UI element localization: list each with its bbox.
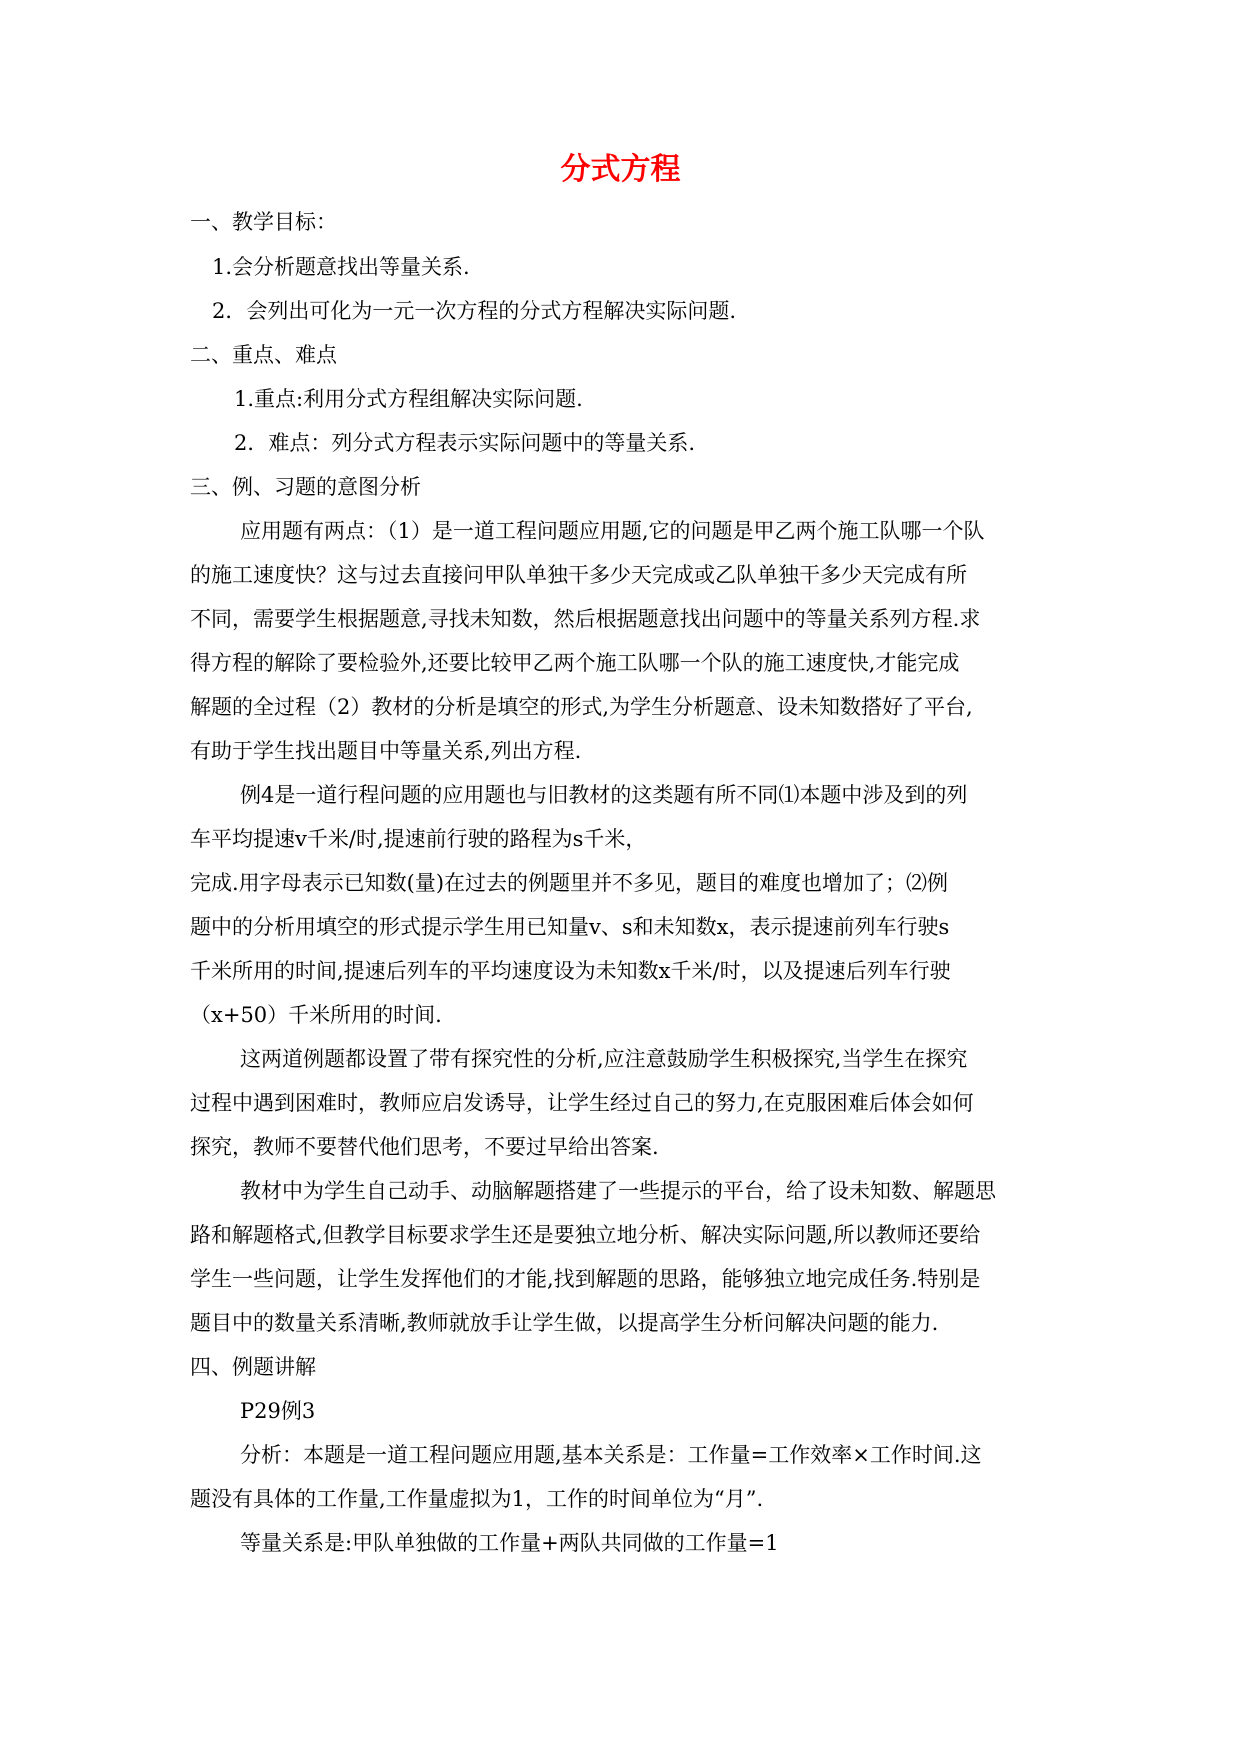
paragraph-line: 完成.用字母表示已知数(量)在过去的例题里并不多见，题目的难度也增加了；⑵例 (190, 871, 949, 895)
list-item: 1.重点:利用分式方程组解决实际问题. (234, 387, 583, 411)
paragraph-line: 得方程的解除了要检验外,还要比较甲乙两个施工队哪一个队的施工速度快,才能完成 (190, 651, 960, 675)
paragraph-line: 学生一些问题，让学生发挥他们的才能,找到解题的思路，能够独立地完成任务.特别是 (190, 1267, 981, 1291)
paragraph-line: 题中的分析用填空的形式提示学生用已知量v、s和未知数x，表示提速前列车行驶s (190, 915, 950, 939)
paragraph-line: 解题的全过程（2）教材的分析是填空的形式,为学生分析题意、设未知数搭好了平台, (190, 695, 973, 719)
section-heading-analysis: 三、例、习题的意图分析 (190, 475, 421, 499)
section-heading-goals: 一、教学目标： (190, 210, 337, 234)
paragraph-line: 不同，需要学生根据题意,寻找未知数，然后根据题意找出问题中的等量关系列方程.求 (190, 607, 981, 631)
list-item: 2．会列出可化为一元一次方程的分式方程解决实际问题. (212, 299, 737, 323)
paragraph-line: 的施工速度快？这与过去直接问甲队单独干多少天完成或乙队单独干多少天完成有所 (190, 563, 967, 587)
example-label: P29例3 (240, 1399, 316, 1423)
paragraph-line: 应用题有两点：（1）是一道工程问题应用题,它的问题是甲乙两个施工队哪一个队 (240, 519, 985, 543)
paragraph-line: 探究，教师不要替代他们思考，不要过早给出答案. (190, 1135, 659, 1159)
paragraph-line: 路和解题格式,但教学目标要求学生还是要独立地分析、解决实际问题,所以教师还要给 (190, 1223, 981, 1247)
paragraph-line: 千米所用的时间,提速后列车的平均速度设为未知数x千米/时，以及提速后列车行驶 (190, 959, 951, 983)
paragraph-line: 有助于学生找出题目中等量关系,列出方程. (190, 739, 582, 763)
paragraph-line: 车平均提速v千米/时,提速前行驶的路程为s千米， (190, 827, 647, 851)
paragraph-line: 教材中为学生自己动手、动脑解题搭建了一些提示的平台，给了设未知数、解题思 (240, 1179, 996, 1203)
paragraph-line: （x+50）千米所用的时间. (190, 1003, 442, 1027)
section-heading-examples: 四、例题讲解 (190, 1355, 316, 1379)
paragraph-line: 等量关系是:甲队单独做的工作量+两队共同做的工作量=1 (240, 1531, 779, 1555)
paragraph-line: 例4是一道行程问题的应用题也与旧教材的这类题有所不同⑴本题中涉及到的列 (240, 783, 968, 807)
paragraph-line: 分析：本题是一道工程问题应用题,基本关系是：工作量=工作效率×工作时间.这 (240, 1443, 982, 1467)
list-item: 1.会分析题意找出等量关系. (212, 255, 470, 279)
list-item: 2．难点：列分式方程表示实际问题中的等量关系. (234, 431, 696, 455)
document-title: 分式方程 (560, 152, 681, 187)
paragraph-line: 题目中的数量关系清晰,教师就放手让学生做，以提高学生分析问解决问题的能力. (190, 1311, 939, 1335)
paragraph-line: 题没有具体的工作量,工作量虚拟为1，工作的时间单位为“月”. (190, 1487, 764, 1511)
section-heading-key-points: 二、重点、难点 (190, 343, 337, 367)
paragraph-line: 过程中遇到困难时，教师应启发诱导，让学生经过自己的努力,在克服困难后体会如何 (190, 1091, 974, 1115)
paragraph-line: 这两道例题都设置了带有探究性的分析,应注意鼓励学生积极探究,当学生在探究 (240, 1047, 968, 1071)
